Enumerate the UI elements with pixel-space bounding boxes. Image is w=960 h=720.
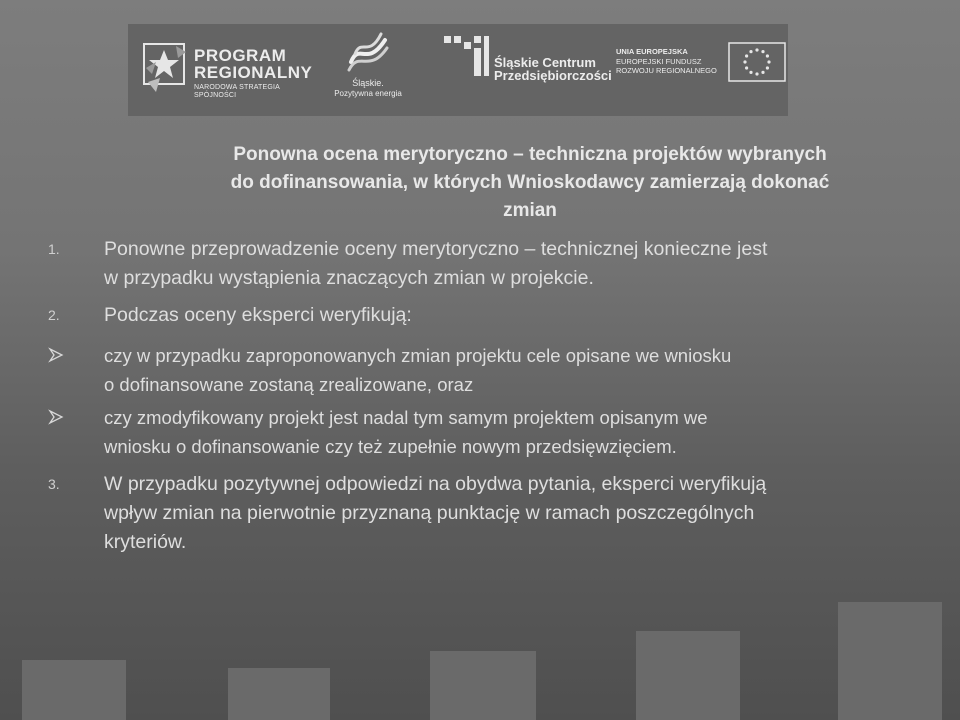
slide-title	[120, 141, 940, 225]
decorative-bar	[636, 631, 740, 720]
sub-item-1-line1: czy w przypadku zaproponowanych zmian projektu cele opisane we wniosku	[104, 345, 732, 366]
arrowhead-bullet-icon	[48, 409, 64, 425]
slaskie-logo-line1: Śląskie.	[352, 78, 384, 88]
item-number: 3.	[48, 476, 60, 492]
item-1-line2: w przypadku wystąpienia znaczących zmian w projekcie.	[104, 267, 594, 289]
title-line2: do dofinansowania, w których Wnioskodawcy zamierzają dokonać	[230, 172, 830, 193]
item-3-line3: kryteriów.	[104, 531, 187, 553]
centrum-logo-line2: Przedsiębiorczości	[494, 68, 612, 83]
title-line3: zmian	[503, 200, 557, 221]
decorative-bar	[838, 602, 942, 720]
program-logo-line1: PROGRAM	[194, 46, 287, 65]
item-number: 1.	[48, 241, 60, 257]
centrum-logo-line1: Śląskie Centrum	[494, 55, 596, 70]
eu-logo	[616, 42, 786, 102]
program-logo-line3: NARODOWA STRATEGIA SPÓJNOŚCI	[194, 84, 280, 99]
logo-banner	[128, 24, 788, 116]
sub-item-2-line2: wniosku o dofinansowanie czy też zupełnie nowym przedsięwzięciem.	[104, 436, 677, 457]
eu-logo-line2: EUROPEJSKI FUNDUSZ	[616, 56, 702, 66]
slaskie-wave-icon	[345, 32, 391, 76]
eu-logo-line3: ROZWOJU REGIONALNEGO	[616, 66, 717, 75]
slaskie-logo-line2: Pozytywna energia	[334, 89, 402, 98]
program-regionalny-emblem-icon	[138, 38, 190, 100]
arrowhead-bullet-icon	[48, 347, 64, 363]
item-3-line1: W przypadku pozytywnej odpowiedzi na obydwa pytania, eksperci weryfikują	[104, 473, 767, 495]
item-number: 2.	[48, 307, 60, 323]
slaskie-centrum-logo	[442, 36, 612, 106]
program-logo-line2: REGIONALNY	[194, 63, 313, 82]
item-2-line1: Podczas oceny eksperci weryfikują:	[104, 304, 412, 326]
program-regionalny-logo	[138, 38, 313, 108]
title-line1: Ponowna ocena merytoryczno – techniczna projektów wybranych	[233, 144, 827, 165]
sub-item-2-line1: czy zmodyfikowany projekt jest nadal tym samym projektem opisanym we	[104, 407, 708, 428]
eu-flag-icon	[728, 42, 786, 82]
item-3-line2: wpływ zmian na pierwotnie przyznaną punktację w ramach poszczególnych	[104, 502, 755, 524]
decorative-bar	[430, 651, 536, 720]
decorative-bar	[22, 660, 126, 720]
slaskie-logo	[323, 32, 413, 112]
item-1-line1: Ponowne przeprowadzenie oceny merytoryczno – technicznej konieczne jest	[104, 238, 768, 260]
centrum-blocks-icon	[442, 36, 492, 76]
eu-logo-line1: UNIA EUROPEJSKA	[616, 47, 688, 56]
sub-item-1-line2: o dofinansowane zostaną zrealizowane, oraz	[104, 374, 474, 395]
decorative-bar	[228, 668, 330, 720]
